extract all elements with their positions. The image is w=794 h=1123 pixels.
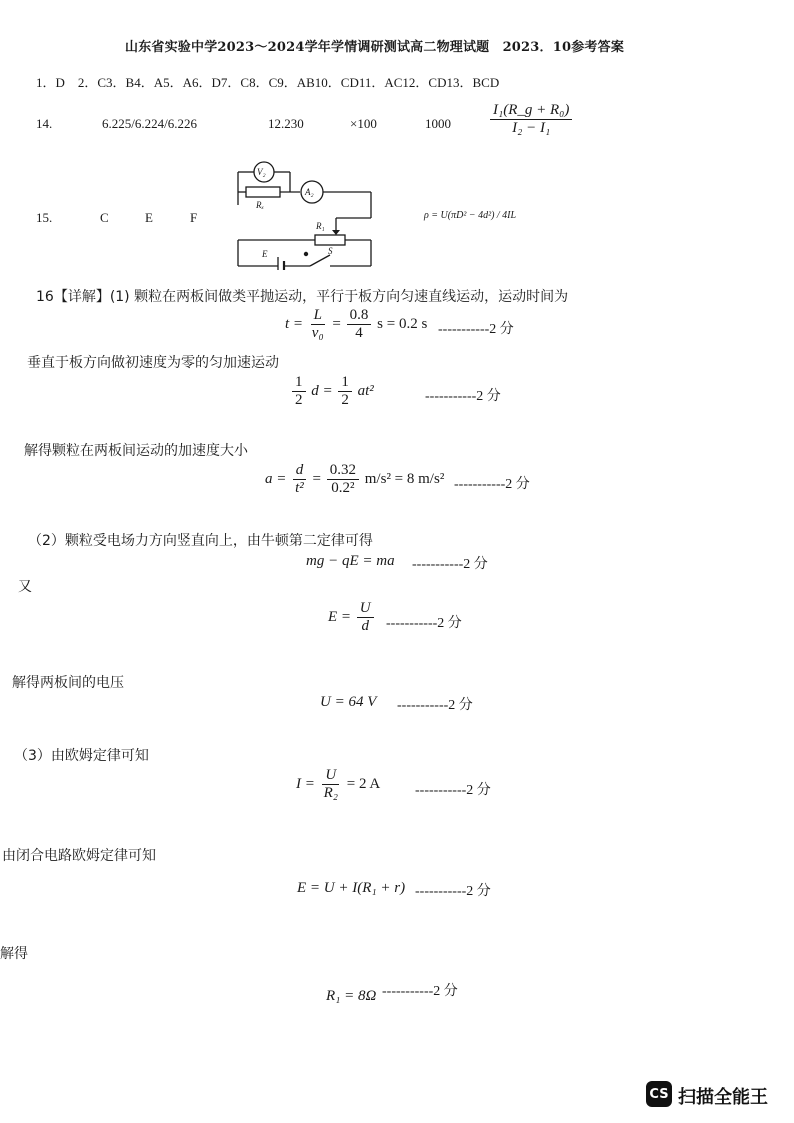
score-7: -----------2 分 bbox=[415, 783, 491, 798]
q14-answer-3: ×100 bbox=[350, 116, 377, 131]
eq-E-lhs: E = bbox=[328, 609, 352, 626]
score-8: -----------2 分 bbox=[415, 884, 491, 899]
circuit-label-r1: R₁ bbox=[316, 221, 325, 231]
circuit-label-e: E bbox=[262, 249, 268, 259]
eq-I-den: R₂ bbox=[323, 785, 339, 802]
eq-d-num2: 1 bbox=[338, 374, 352, 392]
q14-answer-2: 12.230 bbox=[268, 116, 304, 131]
q15-number: 15. bbox=[36, 210, 53, 225]
eq-a-rhs: m/s² = 8 m/s² bbox=[364, 471, 445, 488]
q16-part2: （2）颗粒受电场力方向竖直向上，由牛顿第二定律可得 bbox=[28, 533, 373, 549]
q14-answer-4: 1000 bbox=[425, 116, 451, 131]
camscanner-watermark-text: 扫描全能王 bbox=[678, 1087, 768, 1108]
q15-answer-1: C bbox=[100, 210, 109, 225]
q15-answer-3: F bbox=[190, 210, 198, 225]
eq-closed-circuit: E = U + I(R₁ + r) bbox=[297, 880, 406, 896]
eq-displacement bbox=[290, 374, 374, 410]
q14-formula-denominator: I₂ − I₁ bbox=[512, 120, 551, 137]
eq-I-num: U bbox=[322, 767, 339, 785]
eq-time-den1: v₀ bbox=[311, 325, 324, 342]
q14-formula bbox=[488, 102, 574, 138]
answers-1-13: 1．D 2．C3．B4．A5．A6．D7．C8．C9．AB10．CD11．AC12．CD13．BCD bbox=[36, 75, 500, 90]
q15-formula: ρ = U(πD² − 4d²) / 4IL bbox=[424, 210, 517, 221]
eq-d-den1: 2 bbox=[295, 392, 303, 409]
q16-part3: （3）由欧姆定律可知 bbox=[14, 748, 149, 764]
eq-time-lhs: t = bbox=[285, 316, 304, 333]
eq-a-num1: d bbox=[293, 462, 307, 480]
eq-ohm bbox=[296, 767, 380, 803]
eq-a-lhs: a = bbox=[265, 471, 287, 488]
resistor-rx-symbol bbox=[246, 187, 280, 197]
q16-you: 又 bbox=[18, 579, 32, 595]
eq-d-den2: 2 bbox=[341, 392, 349, 409]
eq-time-rhs: s = 0.2 s bbox=[377, 316, 428, 333]
eq-a-num2: 0.32 bbox=[327, 462, 359, 480]
eq-acceleration: a = $\frac{d}{\text{t²}}$ = $\frac{0.32}{\text{0.2²}}$ m/s² = 8 m/s² bbox=[265, 462, 445, 497]
eq-r1: R₁ = 8Ω bbox=[326, 988, 377, 1004]
page-title: 山东省实验中学2023～2024学年学情调研测试高二物理试题 2023．10参考答案 bbox=[125, 40, 625, 55]
circuit-diagram bbox=[230, 155, 380, 270]
eq-time-den2: 4 bbox=[355, 325, 363, 342]
score-2: -----------2 分 bbox=[425, 389, 501, 404]
rheostat-r1-symbol bbox=[315, 235, 345, 245]
q14-answer-1: 6.225/6.224/6.226 bbox=[102, 116, 197, 131]
q14-number: 14. bbox=[36, 116, 53, 131]
q15-answer-2: E bbox=[145, 210, 153, 225]
circuit-label-s: S bbox=[328, 246, 333, 256]
score-1: -----------2 分 bbox=[438, 322, 514, 337]
eq-d-rhs: at² bbox=[357, 383, 374, 400]
score-6: -----------2 分 bbox=[397, 698, 473, 713]
eq-time-num2: 0.8 bbox=[347, 307, 372, 325]
q16-line7: 由闭合电路欧姆定律可知 bbox=[2, 848, 156, 864]
score-5: -----------2 分 bbox=[386, 616, 462, 631]
eq-a-den1: t² bbox=[295, 480, 304, 497]
eq-field bbox=[328, 600, 376, 636]
eq-time: t = $\frac{L}{\text{v₀}}$ = $\frac{0.8}{4}$ s = 0.2 s bbox=[285, 307, 428, 342]
eq-d-num1: 1 bbox=[292, 374, 306, 392]
score-9: -----------2 分 bbox=[382, 984, 458, 999]
eq-d-mid: d = bbox=[311, 383, 333, 400]
eq-I-rhs: = 2 A bbox=[346, 776, 381, 793]
eq-E-den: d bbox=[361, 618, 369, 635]
camscanner-logo-icon: CS bbox=[646, 1081, 672, 1107]
q16-line2: 垂直于板方向做初速度为零的匀加速运动 bbox=[27, 355, 279, 371]
eq-I-lhs: I = bbox=[296, 776, 315, 793]
circuit-label-rx: Rₓ bbox=[256, 200, 265, 210]
eq-time-num1: L bbox=[311, 307, 325, 325]
circuit-label-v2: V₂ bbox=[257, 167, 266, 177]
q16-intro: 16【详解】(1) 颗粒在两板间做类平抛运动，平行于板方向匀速直线运动，运动时间为 bbox=[36, 289, 569, 305]
eq-E-num: U bbox=[357, 600, 374, 618]
q16-line5: 解得两板间的电压 bbox=[12, 675, 124, 691]
eq-newton: mg − qE = ma bbox=[306, 553, 395, 569]
q16-line3: 解得颗粒在两板间运动的加速度大小 bbox=[24, 443, 248, 459]
eq-a-den2: 0.2² bbox=[331, 480, 355, 497]
circuit-label-a2: A₂ bbox=[305, 187, 314, 197]
eq-voltage: U = 64 V bbox=[320, 694, 377, 710]
q16-line8: 解得 bbox=[0, 946, 28, 962]
q14-formula-numerator: I₁(R_g + R₀) bbox=[490, 102, 572, 120]
score-3: -----------2 分 bbox=[454, 477, 530, 492]
score-4: -----------2 分 bbox=[412, 557, 488, 572]
